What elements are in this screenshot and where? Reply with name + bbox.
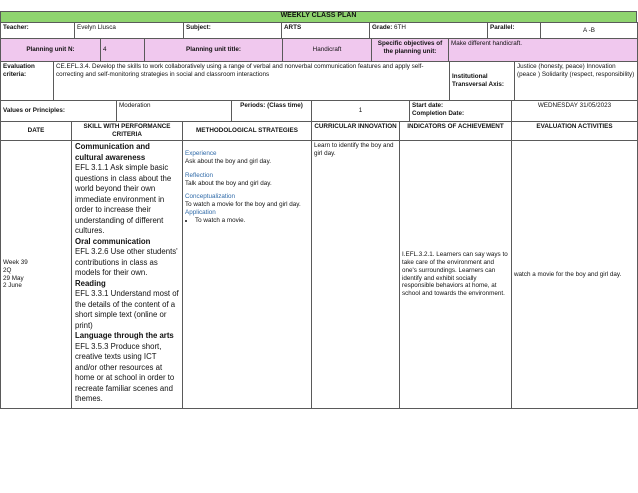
evaluation-row bbox=[0, 61, 638, 101]
parallel-label: Parallel: bbox=[488, 23, 541, 39]
teacher-row bbox=[0, 22, 638, 39]
conceptualization-label: Conceptualization bbox=[185, 193, 236, 201]
header-method: METHODOLOGICAL STRATEGIES bbox=[183, 122, 312, 141]
header-skill: SKILL WITH PERFORMANCE CRITERIA bbox=[72, 122, 183, 141]
grade-label: Grade: bbox=[372, 24, 393, 31]
teacher-value: Evelyn Llusca bbox=[75, 23, 184, 39]
unit-number-label: Planning unit N: bbox=[1, 39, 101, 62]
periods-value: 1 bbox=[312, 101, 410, 122]
skill-heading: Language through the arts bbox=[75, 331, 174, 341]
skill-text: EFL 3.2.6 Use other students' contributions in class as models for their own. bbox=[75, 247, 178, 278]
date-cell bbox=[1, 141, 72, 409]
teacher-label: Teacher: bbox=[1, 23, 75, 39]
subject-value: ARTS bbox=[282, 23, 370, 39]
reflection-text: Talk about the boy and girl day. bbox=[185, 179, 272, 187]
date-week: Week 39 bbox=[3, 258, 28, 266]
date-value: WEDNESDAY 31/05/2023 bbox=[512, 101, 638, 122]
parallel-value: A -B bbox=[541, 23, 638, 39]
unit-number-value: 4 bbox=[101, 39, 145, 62]
grade-cell bbox=[370, 23, 488, 39]
skill-heading: Communication and cultural awareness bbox=[75, 142, 150, 162]
header-curricular: CURRICULAR INNOVATION bbox=[312, 122, 400, 141]
evaluation-cell: watch a movie for the boy and girl day. bbox=[512, 141, 638, 409]
reflection-label: Reflection bbox=[185, 171, 214, 179]
date-start: 29 May bbox=[3, 274, 24, 282]
header-date: DATE bbox=[1, 122, 72, 141]
objectives-label: Specific objectives of the planning unit: bbox=[372, 39, 449, 62]
method-cell bbox=[183, 141, 312, 409]
skill-text: EFL 3.1.1 Ask simple basic questions in class about the world beyond their own immediate environment in order to increase their understanding of different cultures. bbox=[75, 163, 172, 236]
values-row bbox=[0, 100, 638, 122]
conceptualization-text: To watch a movie for the boy and girl day. bbox=[185, 201, 301, 209]
dates-label-cell bbox=[410, 101, 512, 122]
transversal-axis-label: Institutional Transversal Axis: bbox=[450, 62, 515, 101]
start-date-label: Start date: bbox=[412, 102, 444, 109]
skill-heading: Oral communication bbox=[75, 236, 151, 246]
objectives-value: Make different handicraft. bbox=[449, 39, 638, 62]
date-quimester: 2Q bbox=[3, 266, 12, 274]
planning-unit-row bbox=[0, 38, 638, 62]
skills-cell bbox=[72, 141, 183, 409]
experience-text: Ask about the boy and girl day. bbox=[185, 157, 271, 165]
completion-date-label: Completion Date: bbox=[412, 109, 465, 117]
header-evaluation: EVALUATION ACTIVITIES bbox=[512, 122, 638, 141]
values-label: Values or Principles: bbox=[1, 101, 117, 122]
unit-title-label: Planning unit title: bbox=[145, 39, 283, 62]
curricular-cell: Learn to identify the boy and girl day. bbox=[312, 141, 400, 409]
application-item: • To watch a movie. bbox=[195, 217, 309, 225]
application-list bbox=[185, 217, 309, 225]
skill-text: EFL 3.5.3 Produce short, creative texts using ICT and/or other resources at home or at school in order to recreate familiar scenes and themes. bbox=[75, 341, 175, 404]
values-value: Moderation bbox=[117, 101, 232, 122]
experience-label: Experience bbox=[185, 150, 217, 157]
grade-value: 6TH bbox=[394, 24, 406, 31]
eval-criteria-label: Evaluation criteria: bbox=[1, 62, 54, 101]
date-end: 2 June bbox=[3, 282, 22, 290]
plan-table bbox=[0, 121, 638, 409]
unit-title-value: Handicraft bbox=[283, 39, 372, 62]
skill-text: EFL 3.3.1 Understand most of the details of the content of a short simple text (online or print) bbox=[75, 289, 179, 330]
transversal-axis-value: Justice (honesty, peace) Innovation (peace ) Solidarity (respect, responsibility) bbox=[515, 62, 638, 101]
indicators-cell: I.EFL.3.2.1. Learners can say ways to take care of the environment and one's surroundings. Learners can identify and exhibit socially responsible behaviors at home, at school and towards the environment. bbox=[400, 141, 512, 409]
plan-title: WEEKLY CLASS PLAN bbox=[1, 12, 637, 23]
header-indicators: INDICATORS OF ACHIEVEMENT bbox=[400, 122, 512, 141]
periods-label: Periods: (Class time) bbox=[232, 101, 312, 122]
application-label: Application bbox=[185, 209, 216, 217]
skill-heading: Reading bbox=[75, 278, 106, 288]
subject-label: Subject: bbox=[184, 23, 282, 39]
eval-criteria-value: CE.EFL.3.4. Develop the skills to work collaboratively using a range of verbal and nonverbal communication features and apply self-correcting and self-monitoring strategies in social and classroom interactions bbox=[54, 62, 450, 101]
